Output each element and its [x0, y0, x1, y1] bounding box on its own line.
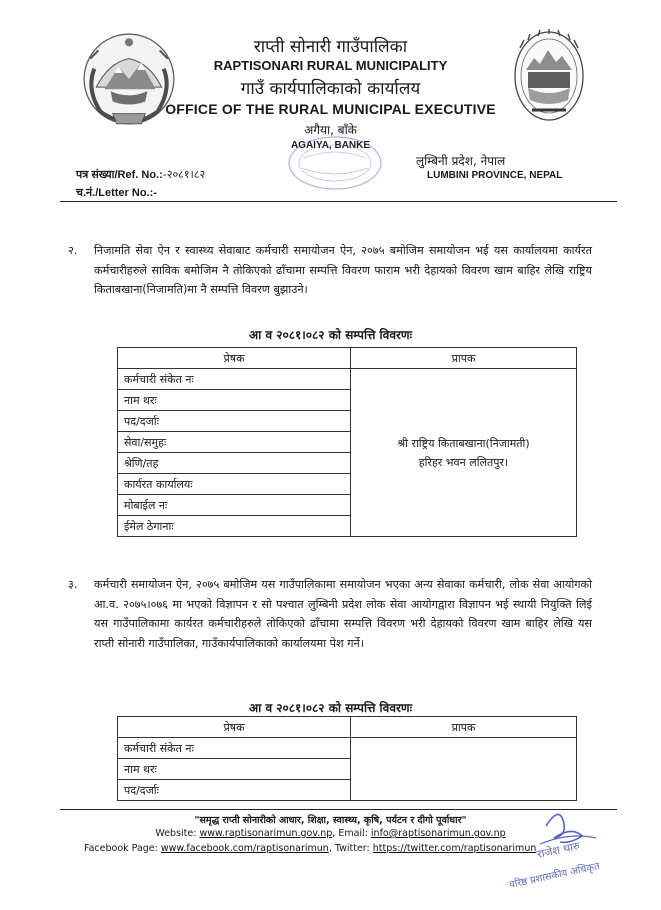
section-3-number: ३. — [68, 578, 78, 591]
section-2-number: २. — [68, 244, 78, 257]
asset-details-table-1 — [117, 347, 577, 537]
asset-details-table-2 — [117, 716, 577, 801]
section-3-text: कर्मचारी समायोजन ऐन, २०७५ बमोजिम यस गाउँपालिकामा समायोजन भएका अन्य सेवाका कर्मचारी, लोक सेवा आयोगको आ.व. २०७५।०७६ मा भएको विज्ञापन र सो पश्चात लुम्बिनी प्रदेश लोक सेवा आयोगद्वारा विज्ञापन भई स्थायी नियुक्ति लिई यस गाउँपालिकामा कार्यरत कर्मचारीहरुले तोकिएको ढाँचामा सम्पत्ति विवरण भरी देहायको विवरण खाम बाहिर लेखि यस राप्ती सोनारी गाउँपालिका, गाउँकार्यपालिकाको कार्यालयमा पेश गर्ने। — [94, 578, 592, 650]
office-name-np: गाउँ कार्यपालिकाको कार्यालय — [240, 79, 421, 99]
field-level: श्रेणि/तह — [118, 453, 351, 474]
section-3-paragraph — [68, 575, 592, 653]
receiver-line-2: हरिहर भवन ललितपुर। — [418, 455, 509, 469]
field-employee-code: कर्मचारी संकेत नः — [118, 369, 351, 390]
field-mobile: मोबाईल नः — [118, 495, 351, 516]
field-post: पद/दर्जाः — [118, 780, 351, 801]
receiver-header: प्रापक — [351, 717, 577, 738]
field-service-group: सेवा/समुहः — [118, 432, 351, 453]
province-en: LUMBINI PROVINCE, NEPAL — [427, 170, 563, 181]
municipality-name-np: राप्ती सोनारी गाउँपालिका — [253, 37, 408, 57]
field-email: ईमेल ठेगानाः — [118, 516, 351, 537]
office-name-en: OFFICE OF THE RURAL MUNICIPAL EXECUTIVE — [165, 101, 496, 117]
municipality-name-en: RAPTISONARI RURAL MUNICIPALITY — [213, 58, 448, 73]
sender-header: प्रेषक — [118, 717, 351, 738]
footer-social: Facebook Page: www.facebook.com/raptisonarimun, Twitter: https://twitter.com/raptisonarimun — [84, 843, 537, 854]
signatory-title: वरिष्ठ प्रशासकीय अधिकृत — [508, 861, 601, 891]
website-link[interactable]: www.raptisonarimun.gov.np — [199, 828, 333, 839]
place-en: AGAIYA, BANKE — [290, 140, 371, 151]
receiver-address — [351, 369, 577, 537]
receiver-cell-empty — [351, 738, 577, 801]
section-2-paragraph — [68, 241, 592, 300]
field-office: कार्यरत कार्यालयः — [118, 474, 351, 495]
receiver-header: प्रापक — [351, 348, 577, 369]
reference-number: पत्र संख्या/Ref. No.:-२०८१।८२ — [76, 168, 206, 181]
facebook-link[interactable]: www.facebook.com/raptisonarimun — [160, 843, 329, 854]
twitter-link[interactable]: https://twitter.com/raptisonarimun — [372, 843, 537, 854]
header-divider — [60, 201, 617, 202]
email-link[interactable]: info@raptisonarimun.gov.np — [370, 828, 506, 839]
field-full-name: नाम थरः — [118, 759, 351, 780]
place-np: अगैया, बाँके — [304, 123, 357, 137]
receiver-line-1: श्री राष्ट्रिय किताबखाना(निजामती) — [397, 436, 530, 450]
field-post: पद/दर्जाः — [118, 411, 351, 432]
province-np: लुम्बिनी प्रदेश, नेपाल — [416, 154, 506, 168]
section-2-text: निजामति सेवा ऐन र स्वास्थ्य सेवाबाट कर्मचारी समायोजन ऐन, २०७५ बमोजिम समायोजन भई यस कार्यालयमा कार्यरत कर्मचारीहरुले साविक बमोजिम नै तोकिएको ढाँचामा सम्पत्ति विवरण फाराम भरी देहायको विवरण खाम बाहिर लेखि राष्ट्रिय किताबखाना(निजामति)मा नै सम्पत्ति विवरण बुझाउने। — [94, 244, 592, 296]
table-2-title: आ व २०८१।०८२ को सम्पत्ति विवरणः — [249, 701, 412, 715]
letter-number: च.नं./Letter No.:- — [76, 187, 157, 199]
field-full-name: नाम थरः — [118, 390, 351, 411]
footer-slogan: "समृद्ध राप्ती सोनारीको आधार, शिक्षा, स्वास्थ्य, कृषि, पर्यटन र दीगो पूर्वाधार" — [194, 815, 467, 826]
footer-contacts: Website: www.raptisonarimun.gov.np, Email: info@raptisonarimun.gov.np — [155, 828, 506, 839]
sender-header: प्रेषक — [118, 348, 351, 369]
table-1-title: आ व २०८१।०८२ को सम्पत्ति विवरणः — [249, 328, 412, 342]
signatory-name: राजेश थारु — [535, 839, 581, 861]
office-stamp — [284, 132, 386, 194]
field-employee-code: कर्मचारी संकेत नः — [118, 738, 351, 759]
signature-stamp — [500, 796, 650, 896]
